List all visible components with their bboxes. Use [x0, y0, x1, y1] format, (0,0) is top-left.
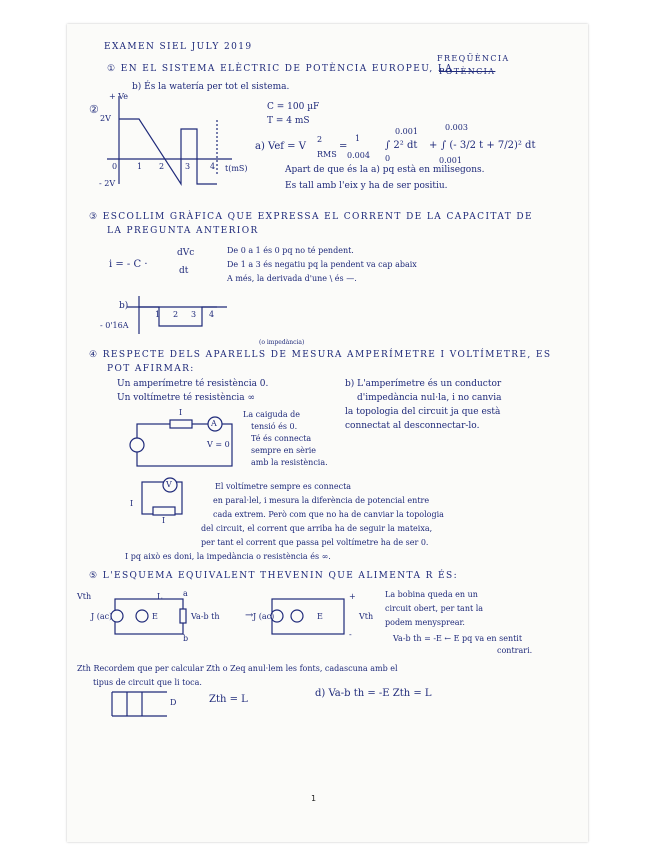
q2-formula-frac-d: 0.004 [347, 151, 370, 160]
struck-potencia: POTÈNCIA [439, 67, 496, 76]
q2-int2: ∫ (- 3/2 t + 7/2)² dt [441, 140, 536, 151]
q3-eq-den: dt [179, 266, 189, 276]
q1-statement: ① EN EL SISTEMA ELÈCTRIC DE POTÈNCIA EUROPEU, LA [107, 64, 454, 74]
q5-e-label: E [152, 612, 158, 621]
q4-answer-b-1: b) L'amperímetre és un conductor [345, 379, 502, 389]
q4-statement-2: POT AFIRMAR: [107, 364, 195, 374]
q5-zth-note-1: Zth Recordem que per calcular Zth o Zeq anul·lem les fonts, cadascuna amb el [77, 664, 398, 673]
q2-int1-lo: 0 [385, 154, 391, 163]
q5-l-label: L [157, 592, 163, 601]
q4-answer-b-3: la topologia del circuit ja que està [345, 407, 501, 417]
q5-note-5: contrari. [497, 646, 533, 655]
ammeter-note-3: Té és connecta [251, 434, 312, 443]
q2-tick-3: 3 [185, 162, 191, 171]
q5-note-4: Va-b th = -E ← E pq va en sentit [393, 634, 523, 643]
q2-note-1: Apart de que és la a) pq està en milisegons. [285, 165, 485, 175]
thevenin-circuit-1 [111, 599, 186, 634]
voltmeter-note-1: El voltímetre sempre es connecta [215, 482, 352, 491]
q2-formula-plus: + [429, 140, 438, 151]
q4-answer-b-2: d'impedància nul·la, i no canvia [357, 393, 502, 403]
thevenin-circuit-2 [271, 599, 344, 634]
q2-tick-0: 0 [112, 162, 118, 171]
voltmeter-symbol: V [166, 480, 172, 489]
q4-statement-1: ④ RESPECTE DELS APARELLS DE MESURA AMPERÍMETRE I VOLTÍMETRE, ES [89, 350, 552, 360]
q1-answer-b: b) És la watería per tot el sistema. [132, 82, 290, 92]
q5-answer-d: d) Va-b th = -E Zth = L [315, 688, 432, 699]
q4-answer-a-2: Un voltímetre té resistència ∞ [117, 393, 256, 403]
q2-formula-frac-n: 1 [355, 134, 361, 143]
q3-eq-lhs: i = - C · [109, 259, 148, 270]
q2-y-negative: - 2V [99, 179, 116, 188]
q2-formula-sub: RMS [317, 150, 337, 159]
q5-vth-2: Vth [359, 612, 374, 621]
q3-b-label: b) [119, 301, 129, 311]
voltmeter-circuit [142, 478, 182, 515]
q2-formula-sup: 2 [317, 135, 323, 144]
voltmeter-note-3: cada extrem. Però com que no ha de canviar la topologia [213, 510, 444, 519]
q2-period: T = 4 mS [267, 116, 310, 126]
q2-number: ② [89, 103, 99, 116]
q5-vab: Va-b th [191, 612, 220, 621]
q3-b-value: - 0'16A [100, 321, 129, 330]
q5-e-label-2: E [317, 612, 323, 621]
q2-tick-4: 4 [210, 162, 216, 171]
q5-minus: - [349, 630, 352, 639]
q3-statement-2: LA PREGUNTA ANTERIOR [107, 226, 259, 236]
ammeter-symbol: A [211, 419, 217, 428]
q3-explain-3: A més, la derivada d'une \ és —. [227, 274, 357, 283]
q3-b-tick-1: 1 [155, 310, 161, 319]
ammeter-note-2: tensió és 0. [251, 422, 298, 431]
q3-b-tick-3: 3 [191, 310, 197, 319]
q5-plus: + [349, 592, 356, 601]
q5-arrow: → [245, 610, 254, 621]
q5-node-b: b [183, 634, 189, 643]
zth-circuit [112, 692, 167, 716]
voltmeter-current-label: I [130, 499, 134, 508]
q3-explain-1: De 0 a 1 és 0 pq no té pendent. [227, 246, 354, 255]
q5-zth-note-2: tipus de circuit que li toca. [93, 678, 202, 687]
ammeter-v-label: V = 0 [207, 440, 230, 449]
q3-explain-2: De 1 a 3 és negatiu pq la pendent va cap abaix [227, 260, 417, 269]
q2-tick-2: 2 [159, 162, 165, 171]
q4-statement-sup: (o impedància) [259, 339, 305, 346]
page-number: 1 [311, 794, 317, 803]
q3-statement-1: ③ ESCOLLIM GRÀFICA QUE EXPRESSA EL CORRENT DE LA CAPACITAT DE [89, 212, 533, 222]
q5-j-source: J (ac) [91, 612, 113, 621]
voltmeter-note-6: I pq això es doni, la impedància o resistència és ∞. [125, 552, 331, 561]
q5-note-1: La bobina queda en un [385, 590, 478, 599]
q3-b-tick-4: 4 [209, 310, 215, 319]
q5-zth-result: Zth = L [209, 694, 248, 705]
q3-b-tick-2: 2 [173, 310, 179, 319]
q5-j-source-2: J (ac) [253, 612, 275, 621]
q5-note-2: circuit obert, per tant la [385, 604, 484, 613]
voltmeter-note-5: per tant el corrent que passa pel voltímetre ha de ser 0. [201, 538, 429, 547]
ammeter-note-5: amb la resistència. [251, 458, 328, 467]
q5-d-label: D [170, 698, 177, 707]
q2-x-label: t(mS) [225, 164, 248, 173]
q2-y-positive: 2V [100, 114, 111, 123]
q2-note-2: Es tall amb l'eix y ha de ser positiu. [285, 181, 448, 191]
voltmeter-note-2: en paral·lel, i mesura la diferència de potencial entre [213, 496, 430, 505]
exam-title: EXAMEN SIEL JULY 2019 [104, 42, 253, 52]
q2-tick-1: 1 [137, 162, 143, 171]
q2-int1-up: 0.001 [395, 127, 418, 136]
exam-sheet [67, 24, 588, 842]
q4-answer-a-1: Un amperímetre té resistència 0. [117, 379, 269, 389]
voltmeter-current-label-2: I [162, 516, 166, 525]
q5-vth-label: Vth [77, 592, 92, 601]
q5-node-a: a [183, 589, 188, 598]
q5-statement: ⑤ L'ESQUEMA EQUIVALENT THEVENIN QUE ALIMENTA R ÉS: [89, 571, 459, 581]
q2-capacitance: C = 100 µF [267, 102, 320, 112]
q2-axis-y-label: + Ve [109, 92, 129, 101]
ammeter-note-1: La caiguda de [243, 410, 300, 419]
q3-eq-num: dVc [177, 248, 195, 258]
ammeter-current-label: I [179, 408, 183, 417]
correction-frequencia: FREQÜÈNCIA [437, 54, 510, 63]
ammeter-note-4: sempre en sèrie [251, 446, 317, 455]
voltmeter-note-4: del circuit, el corrent que arriba ha de seguir la mateixa, [201, 524, 433, 533]
q5-note-3: podem menysprear. [385, 618, 465, 627]
q2-int2-lo: 0.001 [439, 156, 462, 165]
q2-formula-eq: = [339, 141, 348, 152]
q2-formula-lhs: a) Vef = V [255, 141, 306, 152]
q2-int2-up: 0.003 [445, 123, 468, 132]
q4-answer-b-4: connectat al desconnectar-lo. [345, 421, 480, 431]
q2-int1: ∫ 2² dt [385, 140, 418, 151]
